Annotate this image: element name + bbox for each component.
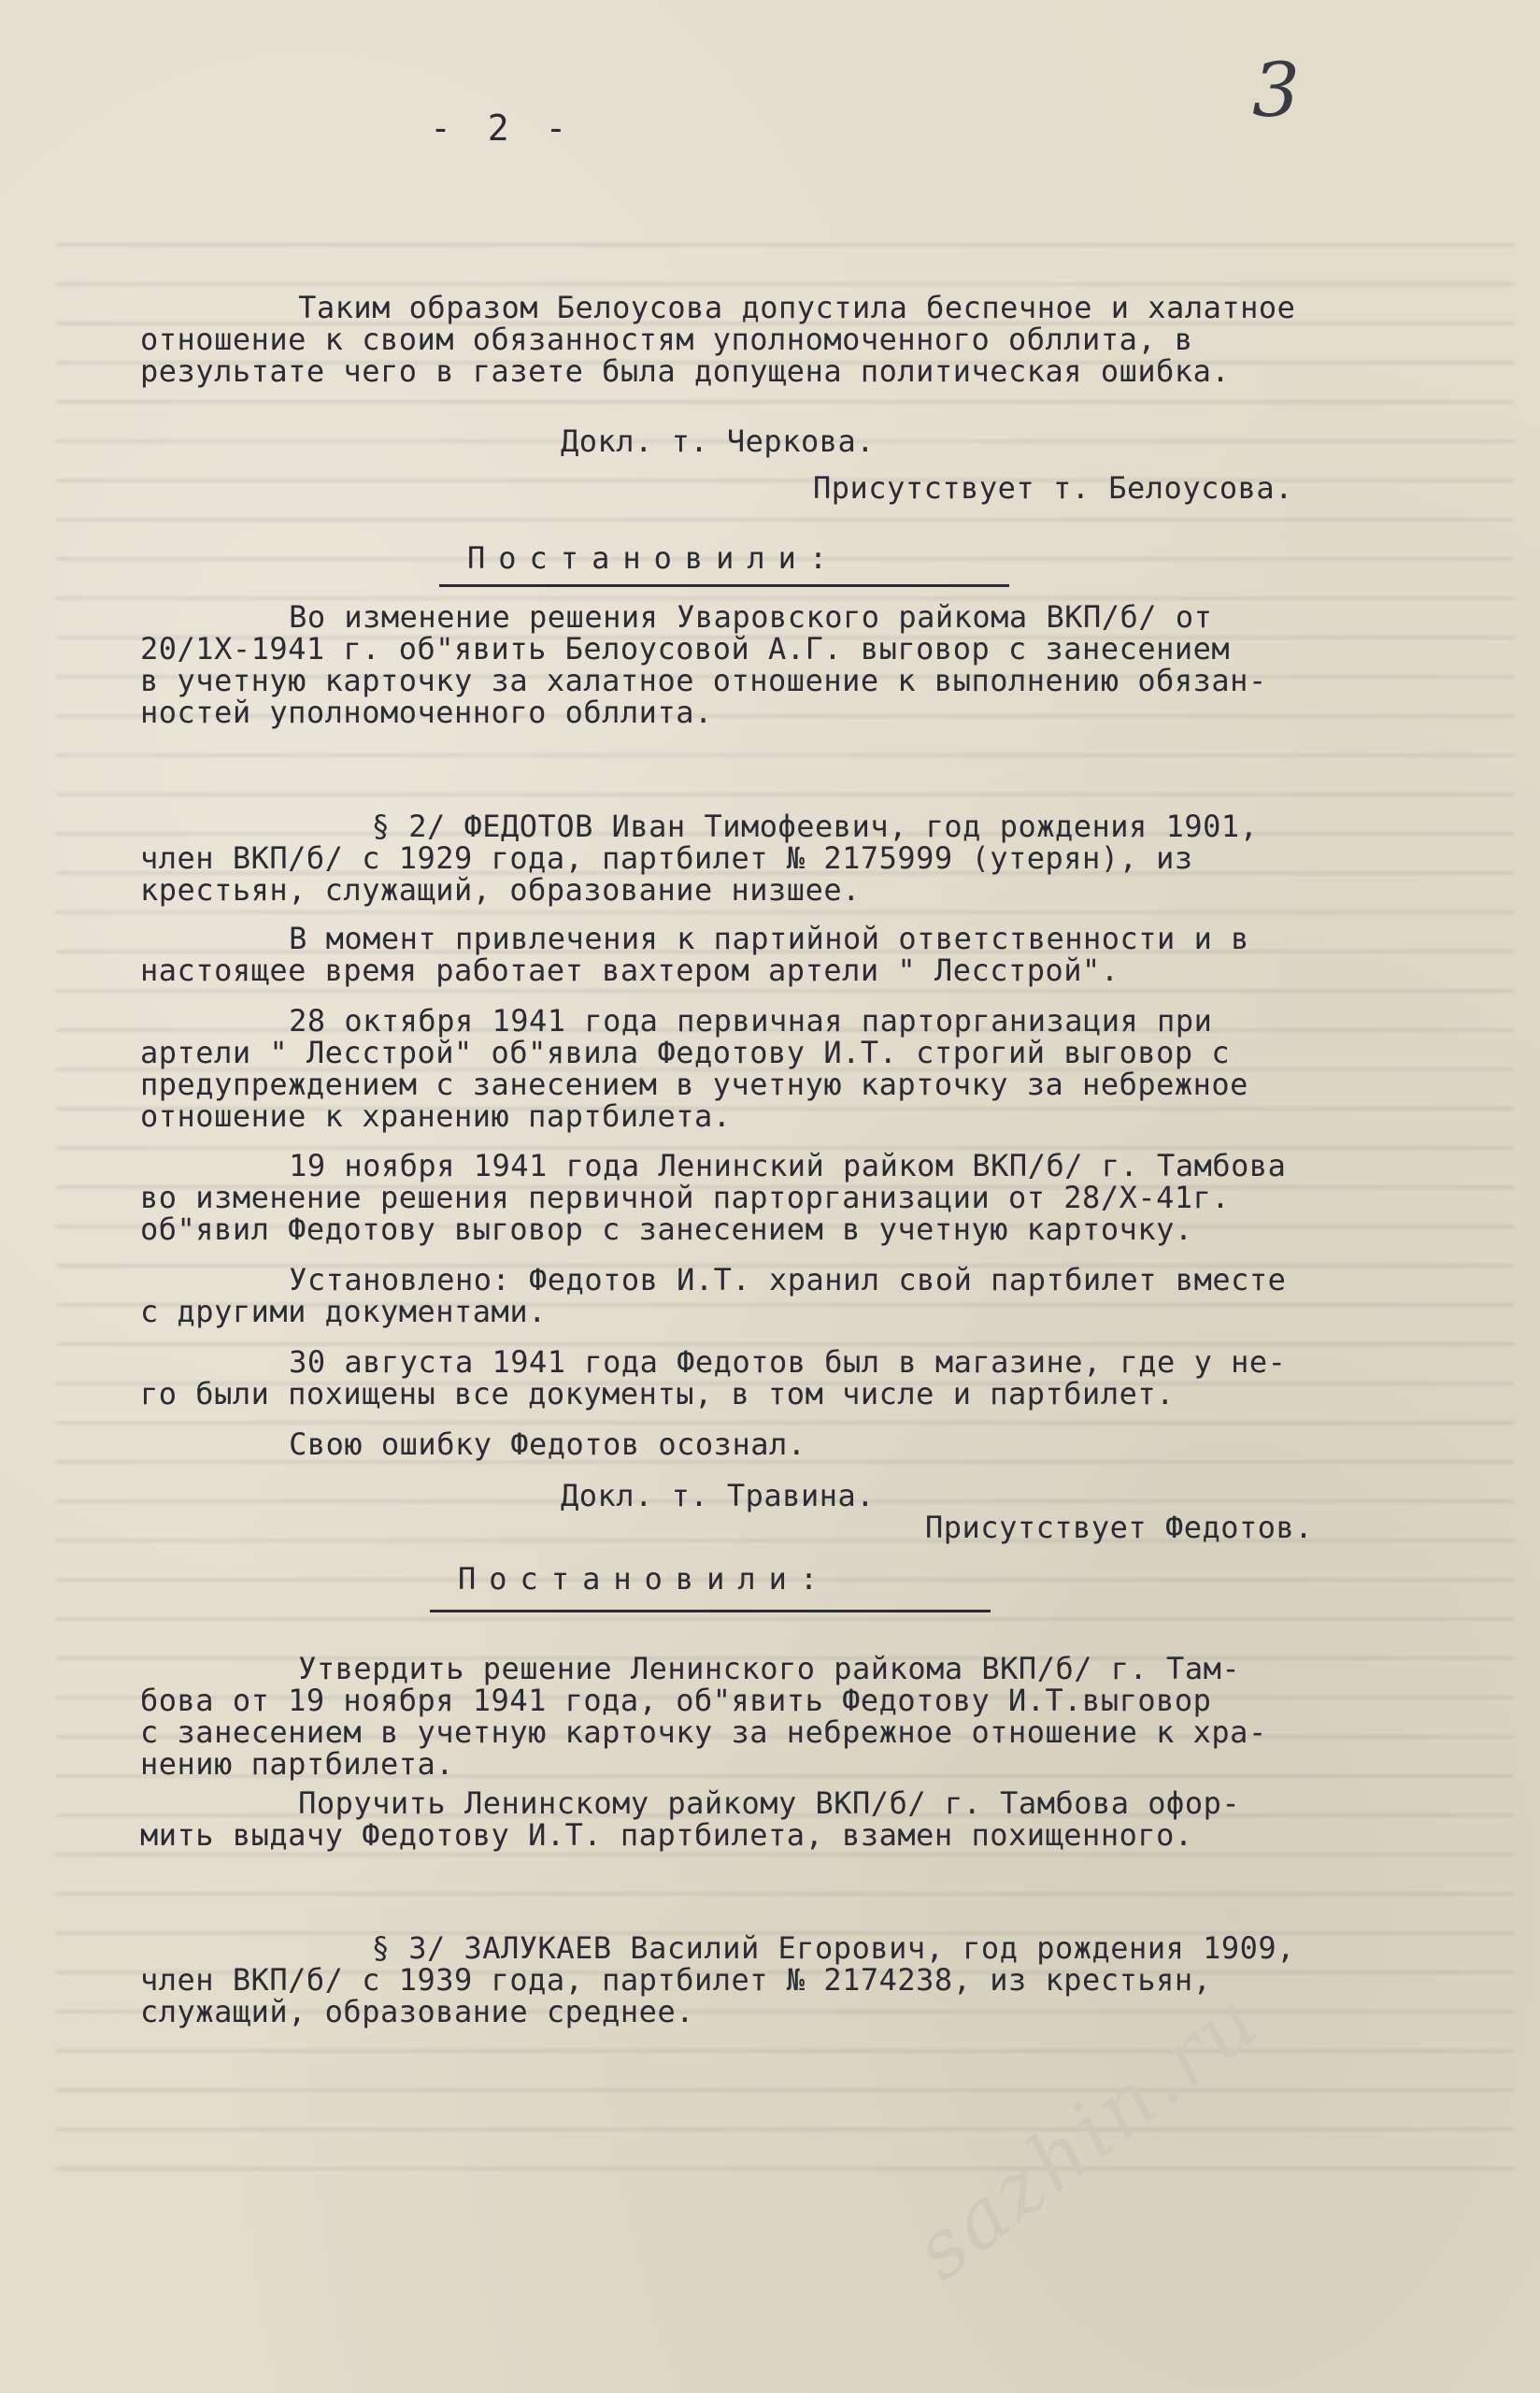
paragraph-line: 19 ноября 1941 года Ленинский райком ВКП/б/ г. Тамбова: [215, 1148, 1287, 1183]
resolution-line: бова от 19 ноября 1941 года, об"явить Федотову И.Т.выговор: [140, 1683, 1212, 1718]
section-line: § 2/ ФЕДОТОВ Иван Тимофеевич, год рождения 1901,: [187, 809, 1259, 844]
resolution-line: 20/1Х-1941 г. об"явить Белоусовой А.Г. выговор с занесением: [140, 631, 1231, 666]
section-line: § 3/ ЗАЛУКАЕВ Василий Егорович, год рождения 1909,: [187, 1930, 1295, 1966]
present-line: Присутствует Федотов.: [925, 1510, 1314, 1545]
section-line: член ВКП/б/ с 1939 года, партбилет № 2174238, из крестьян,: [140, 1962, 1212, 1998]
section-line: служащий, образование среднее.: [140, 1994, 694, 2029]
resolution-line: в учетную карточку за халатное отношение к выполнению обязан-: [140, 663, 1267, 698]
paragraph-line: отношение к хранению партбилета.: [140, 1098, 732, 1134]
resolution-line: Поручить Ленинскому райкому ВКП/б/ г. Тамбова офор-: [224, 1785, 1241, 1821]
paragraph-line: го были похищены все документы, в том числе и партбилет.: [140, 1376, 1175, 1411]
paragraph-line: Свою ошибку Федотов осознал.: [215, 1426, 806, 1462]
paragraph-line: Таким образом Белоусова допустила беспечное и халатное: [224, 290, 1296, 325]
page-number: - 2 -: [430, 107, 575, 149]
resolution-line: Во изменение решения Уваровского райкома ВКП/б/ от: [215, 599, 1213, 635]
paragraph-line: 30 августа 1941 года Федотов был в магазине, где у не-: [215, 1344, 1287, 1380]
heading-underline: [430, 1610, 991, 1612]
paragraph-line: во изменение решения первичной парторганизации от 28/Х-41г.: [140, 1180, 1231, 1215]
paragraph-line: Установлено: Федотов И.Т. хранил свой партбилет вместе: [215, 1262, 1287, 1297]
handwritten-page-number: 3: [1252, 47, 1300, 134]
paragraph-line: предупреждением с занесением в учетную карточку за небрежное: [140, 1067, 1248, 1102]
resolution-heading: Постановили:: [467, 540, 841, 576]
paragraph-line: отношение к своим обязанностям уполномоченного обллита, в: [140, 322, 1193, 357]
heading-underline: [439, 584, 1009, 587]
paragraph-line: об"явил Федотову выговор с занесением в учетную карточку.: [140, 1211, 1193, 1247]
resolution-heading: Постановили:: [458, 1561, 832, 1597]
reporter-line: Докл. т. Черкова.: [561, 423, 876, 459]
reporter-line: Докл. т. Травина.: [561, 1478, 876, 1513]
paragraph-line: артели " Лесстрой" об"явила Федотову И.Т. строгий выговор с: [140, 1035, 1231, 1070]
resolution-line: мить выдачу Федотову И.Т. партбилета, взамен похищенного.: [140, 1817, 1193, 1853]
present-line: Присутствует т. Белоусова.: [813, 470, 1293, 506]
section-line: член ВКП/б/ с 1929 года, партбилет № 2175999 (утерян), из: [140, 840, 1193, 876]
paragraph-line: с другими документами.: [140, 1294, 547, 1329]
resolution-line: с занесением в учетную карточку за небрежное отношение к хра-: [140, 1714, 1267, 1750]
paragraph-line: В момент привлечения к партийной ответственности и в: [215, 921, 1249, 956]
resolution-line: ностей уполномоченного обллита.: [140, 695, 713, 730]
paragraph-line: настоящее время работает вахтером артели " Лесстрой".: [140, 953, 1119, 988]
section-line: крестьян, служащий, образование низшее.: [140, 872, 861, 908]
paragraph-line: результате чего в газете была допущена политическая ошибка.: [140, 353, 1231, 389]
watermark: sazhin.ru: [897, 1971, 1278, 2299]
resolution-line: нению партбилета.: [140, 1746, 455, 1782]
paragraph-line: 28 октября 1941 года первичная парторганизация при: [215, 1003, 1213, 1039]
resolution-line: Утвердить решение Ленинского райкома ВКП/б/ г. Там-: [224, 1651, 1241, 1686]
